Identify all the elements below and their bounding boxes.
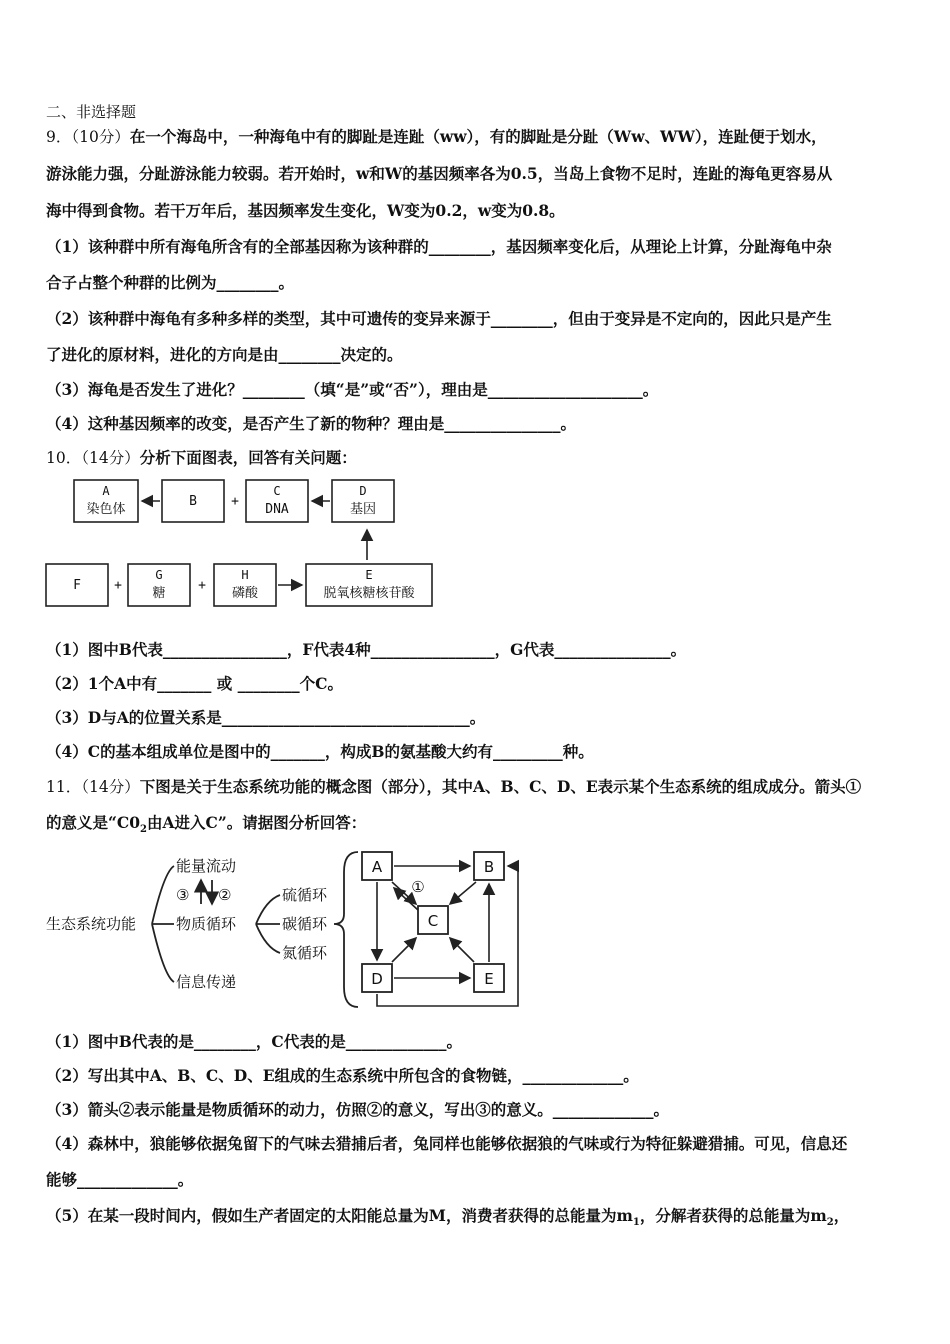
q11-diagram: [40, 842, 530, 1014]
matter-cycle-label: 物质循环: [176, 915, 237, 933]
q10-stem: [46, 448, 357, 468]
q9-part1-line1: （1）该种群中所有海龟所含有的全部基因称为该种群的________，基因频率变化后，从理论上计算，分趾海龟中杂: [46, 237, 832, 256]
q11-stem-1: 下图是关于生态系统功能的概念图（部分），其中A、B、C、D、E表示某个生态系统的组成成分。箭头①: [139, 777, 862, 796]
q9-stem-1: 在一个海岛中，一种海龟中有的脚趾是连趾（ww），有的脚趾是分趾（Ww、WW），连趾便于划水，: [129, 127, 827, 146]
q11-stem-2b: 由A进入C”。请据图分析回答：: [147, 813, 367, 832]
arrow-2-label: ②: [218, 886, 232, 904]
q9-part2-line2: 了进化的原材料，进化的方向是由________决定的。: [46, 345, 403, 364]
q11-number: 11．（14分）: [46, 778, 140, 796]
box-e-label: 脱氧核糖核苷酸: [323, 586, 415, 601]
box-c-letter: C: [273, 484, 281, 498]
q11-part4-line1: （4）森林中，狼能够依据兔留下的气味去猎捕后者，兔同样也能够依据狼的气味或行为特征躲避猎捕。可见，信息还: [46, 1134, 848, 1153]
node-c-label: C: [427, 912, 439, 930]
q11-part1: （1）图中B代表的是________，C代表的是_____________。: [46, 1032, 462, 1051]
box-g-label: 糖: [152, 586, 166, 601]
q10-diagram: [40, 474, 440, 614]
q11-part3: （3）箭头②表示能量是物质循环的动力，仿照②的意义，写出③的意义。_____________。: [46, 1100, 670, 1119]
q9-number: 9．（10分）: [46, 128, 130, 146]
box-h-label: 磷酸: [231, 586, 259, 601]
nitrogen-cycle-label: 氮循环: [282, 944, 328, 962]
q9-part2-line1: （2）该种群中海龟有多种多样的类型，其中可遗传的变异来源于________，但由于变异是不定向的，因此只是产生: [46, 309, 832, 328]
q10-stem-text: 分析下面图表，回答有关问题：: [139, 448, 357, 467]
node-b-label: B: [483, 858, 495, 876]
branch-sulfur: [256, 895, 280, 924]
plus-1: +: [231, 494, 239, 509]
q9-part1-line2: 合子占整个种群的比例为________。: [46, 273, 295, 292]
q11-part4-line2: 能够_____________。: [46, 1170, 194, 1189]
node-a-label: A: [371, 858, 383, 876]
plus-3: +: [198, 578, 206, 593]
q11-stem-line1: [46, 777, 861, 797]
box-b-letter: B: [189, 494, 197, 509]
box-g-letter: G: [155, 568, 163, 582]
q9-stem-line1: [46, 127, 827, 147]
q9-stem-line3: 海中得到食物。若干万年后，基因频率发生变化，W变为0.2，w变为0.8。: [46, 201, 565, 220]
node-e-label: E: [484, 970, 494, 988]
carbon-cycle-label: 碳循环: [282, 915, 328, 933]
q11-part5: [46, 1206, 849, 1233]
q11-stem-line2: [46, 813, 366, 840]
right-brace: [334, 852, 358, 1007]
q11-stem-2a: 的意义是“C0: [46, 813, 141, 832]
box-h-letter: H: [241, 568, 249, 582]
arrow-e-to-c: [450, 938, 474, 962]
node-d-label: D: [371, 970, 383, 988]
q11-part5-b: ，分解者获得的总能量为m: [639, 1206, 827, 1225]
branch-energy: [152, 866, 174, 924]
q11-part5-sub1: 1: [632, 1217, 640, 1229]
q11-part5-c: ，: [833, 1206, 850, 1225]
sulfur-cycle-label: 硫循环: [282, 886, 328, 904]
q9-part4: （4）这种基因频率的改变，是否产生了新的物种？理由是_______________。: [46, 414, 577, 433]
arrow-d-to-c: [392, 938, 416, 962]
box-e-letter: E: [365, 568, 373, 582]
branch-nitrogen: [256, 924, 280, 953]
root-label: 生态系统功能: [46, 915, 137, 933]
box-d-letter: D: [359, 484, 367, 498]
info-transfer-label: 信息传递: [176, 973, 237, 991]
branch-info: [152, 924, 174, 982]
box-f-letter: F: [73, 578, 81, 593]
arrow-1-label: ①: [411, 878, 425, 896]
arrow-3-label: ③: [176, 886, 190, 904]
box-a-letter: A: [102, 484, 110, 498]
q9-stem-line2: 游泳能力强，分趾游泳能力较弱。若开始时，w和W的基因频率各为0.5，当岛上食物不足时，连趾的海龟更容易从: [46, 164, 833, 183]
q11-part2: （2）写出其中A、B、C、D、E组成的生态系统中所包含的食物链，_____________。: [46, 1066, 639, 1085]
q10-part3: （3）D与A的位置关系是________________________________。: [46, 708, 486, 727]
energy-flow-label: 能量流动: [176, 857, 237, 875]
arrow-b-to-c: [450, 882, 476, 904]
box-d-label: 基因: [349, 502, 377, 517]
q10-part4: （4）C的基本组成单位是图中的_______，构成B的氨基酸大约有_________种。: [46, 742, 594, 761]
q10-number: 10．（14分）: [46, 449, 140, 467]
q9-part3: （3）海龟是否发生了进化？________（填“是”或“否”），理由是____________________。: [46, 380, 659, 399]
box-c-label: DNA: [265, 502, 289, 517]
plus-2: +: [114, 578, 122, 593]
section-title: 二、非选择题: [46, 103, 137, 121]
q11-part5-a: （5）在某一段时间内，假如生产者固定的太阳能总量为M，消费者获得的总能量为m: [46, 1206, 633, 1225]
q10-part2: （2）1个A中有_______ 或 ________个C。: [46, 674, 343, 693]
q10-part1: （1）图中B代表________________，F代表4种________________，G代表_______________。: [46, 640, 687, 659]
q11-part5-sub2: 2: [826, 1217, 834, 1229]
box-a-label: 染色体: [86, 502, 126, 517]
q11-stem-2-sub: 2: [140, 824, 148, 836]
